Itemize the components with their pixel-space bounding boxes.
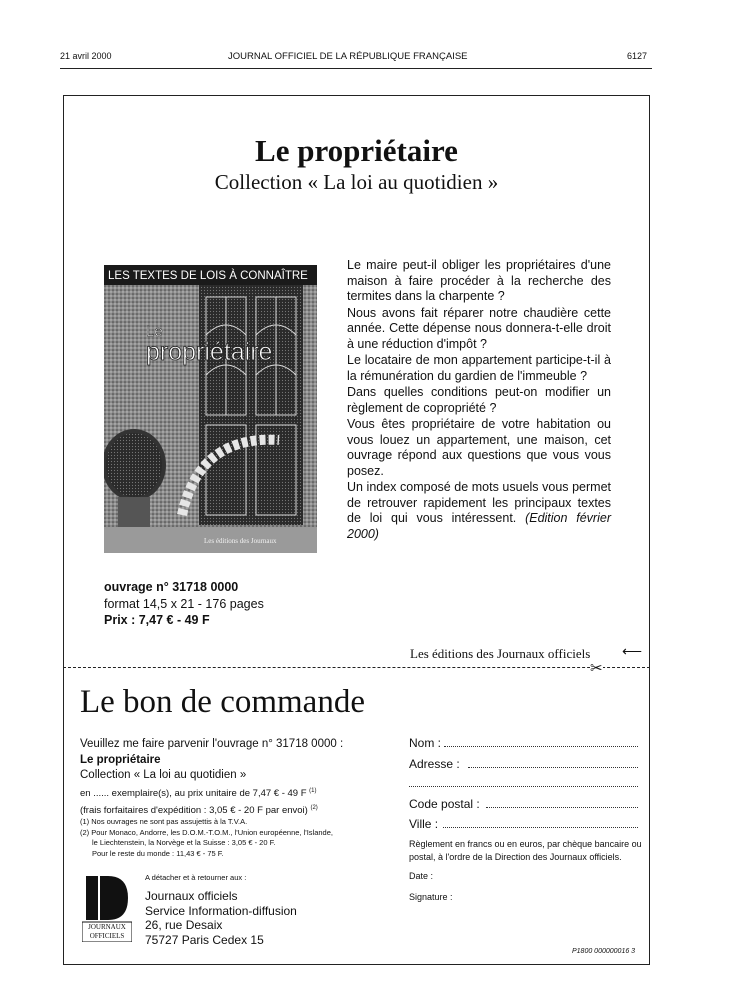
- footnote: Pour le reste du monde : 11,43 € - 75 F.: [92, 848, 224, 858]
- question-paragraph: Vous êtes propriétaire de votre habitation ou vous louez un appartement, une maison, cet ouvrage répond aux questions que vous vous posez.: [347, 417, 611, 478]
- shipping-text: (frais forfaitaires d'expédition : 3,05 € - 20 F par envoi): [80, 805, 308, 817]
- ville-label: Ville :: [409, 817, 439, 831]
- address-line: 75727 Paris Cedex 15: [145, 932, 264, 947]
- cover-publisher-text: Les éditions des Journaux: [204, 537, 277, 545]
- adresse-field[interactable]: [468, 767, 638, 768]
- collection-subtitle: Collection « La loi au quotidien »: [214, 170, 499, 194]
- footnote-ref-2: (2): [310, 805, 318, 812]
- payment-instructions: Règlement en francs ou en euros, par chèque bancaire ou postal, à l'ordre de la Direction des Journaux officiels.: [409, 839, 642, 862]
- book-price: Prix : 7,47 € - 49 F: [104, 613, 210, 627]
- logo-text-line: JOURNAUX: [88, 923, 126, 931]
- order-details: [80, 737, 343, 819]
- adresse-field-line-2[interactable]: [409, 786, 638, 787]
- code-postal-field[interactable]: [486, 807, 638, 808]
- book-cover-image: [104, 265, 317, 553]
- edition-note: (Edition février 2000): [347, 511, 611, 541]
- date-label: Date :: [409, 871, 434, 881]
- order-line: Veuillez me faire parvenir l'ouvrage n° 31718 0000 :: [80, 738, 344, 750]
- header-date: 21 avril 2000: [60, 51, 112, 61]
- journaux-officiels-logo: [82, 874, 132, 942]
- header-journal-title: JOURNAL OFFICIEL DE LA RÉPUBLIQUE FRANÇAISE: [228, 51, 468, 62]
- footnote-ref-1: (1): [309, 787, 317, 794]
- header-rule: [60, 68, 652, 69]
- footnote: (1) Nos ouvrages ne sont pas assujettis à la T.V.A.: [80, 817, 248, 826]
- book-title: Le propriétaire: [255, 133, 458, 168]
- code-postal-label: Code postal :: [409, 797, 480, 811]
- question-paragraph: Le locataire de mon appartement participe-t-il à la rémunération du gardien de l'immeuble ?: [347, 353, 611, 383]
- adresse-label: Adresse :: [409, 757, 460, 771]
- question-paragraph: Le maire peut-il obliger les propriétaires d'une maison à faire procéder à la recherche des termites dans la charpente ?: [347, 258, 611, 303]
- ouvrage-number: ouvrage n° 31718 0000: [104, 580, 239, 594]
- order-quantity-line: [80, 784, 343, 802]
- address-line: 26, rue Desaix: [145, 918, 223, 932]
- index-paragraph: [347, 480, 611, 542]
- reference-code: P1800 000000016 3: [572, 948, 636, 955]
- book-description: [347, 258, 611, 543]
- logo-text-line: OFFICIELS: [89, 932, 125, 940]
- logo-text: [82, 923, 132, 941]
- quantity-text: en ...... exemplaire(s), au prix unitaire de 7,47 € - 49 F: [80, 787, 307, 799]
- question-paragraph: Nous avons fait réparer notre chaudière cette année. Cette dépense nous donnera-t-elle droit à une réduction d'impôt ?: [347, 305, 611, 351]
- footnote: le Liechtenstein, la Norvège et la Suisse : 3,05 € - 20 F.: [92, 838, 276, 847]
- header-page-number: 6127: [627, 51, 648, 61]
- ville-field[interactable]: [443, 827, 638, 828]
- editions-label: Les éditions des Journaux officiels: [410, 646, 591, 661]
- address-line: Service Information-diffusion: [145, 903, 297, 918]
- return-address: [145, 889, 297, 947]
- book-info: [104, 579, 264, 629]
- nom-label: Nom :: [409, 736, 442, 750]
- footnotes: [80, 817, 333, 859]
- cut-line: [63, 667, 650, 668]
- footnote: (2) Pour Monaco, Andorre, les D.O.M.-T.O.M., l'Union européenne, l'Islande,: [80, 827, 333, 837]
- nom-field[interactable]: [444, 746, 638, 747]
- order-form-title: Le bon de commande: [80, 684, 365, 720]
- question-paragraph: Dans quelles conditions peut-on modifier un règlement de copropriété ?: [347, 385, 611, 415]
- book-format: format 14,5 x 21 - 176 pages: [104, 596, 264, 611]
- address-line: Journaux officiels: [145, 889, 238, 903]
- order-collection: Collection « La loi au quotidien »: [80, 769, 247, 781]
- cover-title-le: Le: [146, 323, 163, 340]
- order-book-title: Le propriétaire: [80, 753, 161, 766]
- arrow-left-icon: ⟵: [622, 643, 643, 659]
- detach-instruction: A détacher et à retourner aux :: [145, 873, 247, 882]
- index-text: Un index composé de mots usuels vous permet de retrouver rapidement les principaux textes de loi qui vous intéressent.: [347, 480, 611, 525]
- cover-band-text: LES TEXTES DE LOIS À CONNAÎTRE: [108, 270, 308, 282]
- scissors-icon: ✂: [590, 660, 603, 677]
- signature-label: Signature :: [409, 892, 453, 902]
- cover-title-main: propriétaire: [146, 338, 273, 366]
